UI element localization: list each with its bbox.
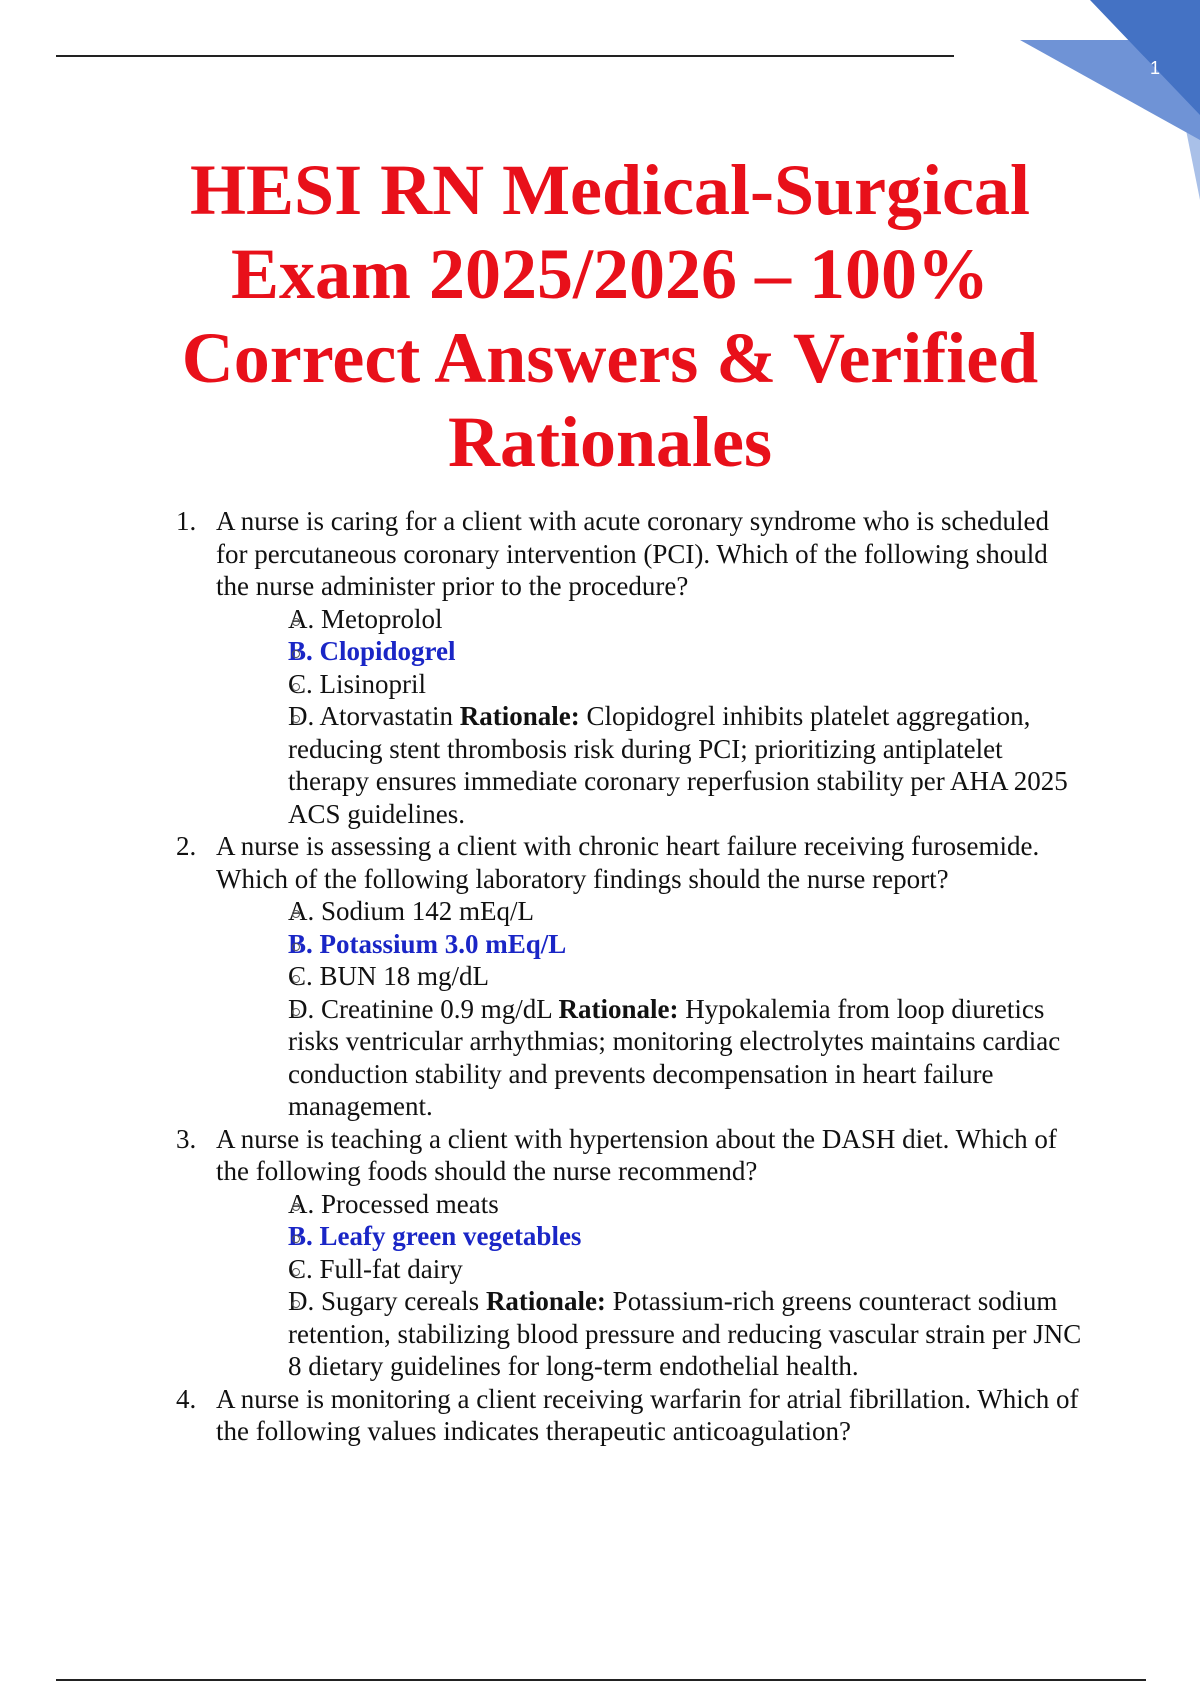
rationale-text: Hypokalemia from loop diuretics risks ventricular arrhythmias; monitoring electrolytes maintains cardiac conduction stability and prevents decompensation in heart failure management. (288, 993, 1061, 1121)
bullet-circle-icon (292, 1300, 300, 1308)
question-number: 2. (176, 831, 197, 861)
question-item (176, 1383, 1086, 1448)
rationale-label: Rationale: (558, 993, 679, 1024)
footer-rule (56, 1679, 1146, 1681)
option-text: A. Sodium 142 mEq/L (288, 896, 535, 926)
answer-option (216, 960, 1086, 993)
rationale-label: Rationale: (485, 1286, 606, 1316)
correct-answer-option: B. Leafy green vegetables (288, 1221, 582, 1251)
question-number: 3. (176, 1123, 197, 1154)
answer-option (216, 1188, 1086, 1221)
question-text: A nurse is monitoring a client receiving warfarin for atrial fibrillation. Which of the following values indicates therapeutic anticoagulation? (216, 1383, 1079, 1446)
bullet-circle-icon (292, 910, 300, 918)
answer-options (216, 1188, 1086, 1383)
rationale-label: Rationale: (459, 701, 580, 731)
bullet-circle-icon (292, 943, 300, 951)
answer-option (216, 635, 1086, 668)
answer-option (216, 895, 1086, 928)
question-list (176, 505, 1086, 1448)
option-text: D. Atorvastatin (288, 701, 453, 731)
bullet-circle-icon (292, 1268, 300, 1276)
question-item (176, 830, 1086, 1123)
bullet-circle-icon (292, 683, 300, 691)
option-text: D. Sugary cereals (288, 1286, 480, 1316)
option-text: D. Creatinine 0.9 mg/dL (288, 993, 552, 1024)
answer-option (216, 700, 1086, 830)
rationale-text: Potassium-rich greens counteract sodium retention, stabilizing blood pressure and reducing vascular strain per JNC 8 dietary guidelines for long-term endothelial health. (288, 1286, 1082, 1381)
header-rule (56, 55, 954, 57)
bullet-circle-icon (292, 715, 300, 723)
correct-answer-option: B. Clopidogrel (288, 636, 456, 666)
document-title: HESI RN Medical-Surgical Exam 2025/2026 – 100% Correct Answers & Verified Rationales (181, 150, 1039, 482)
option-text: C. Full-fat dairy (288, 1253, 463, 1284)
question-text: A nurse is assessing a client with chronic heart failure receiving furosemide. Which of the following laboratory findings should the nurse report? (216, 831, 1040, 894)
answer-option (216, 928, 1086, 961)
answer-option (216, 668, 1086, 701)
bullet-circle-icon (292, 1235, 300, 1243)
question-item (176, 505, 1086, 830)
rationale-text: Clopidogrel inhibits platelet aggregation, reducing stent thrombosis risk during PCI; prioritizing antiplatelet therapy ensures immediate coronary reperfusion stability per AHA 2025 ACS guidelines. (288, 701, 1068, 829)
correct-answer-option: B. Potassium 3.0 mEq/L (288, 928, 567, 959)
option-text: C. BUN 18 mg/dL (288, 961, 490, 991)
question-item (176, 1123, 1086, 1383)
question-text: A nurse is teaching a client with hypertension about the DASH diet. Which of the following foods should the nurse recommend? (216, 1123, 1057, 1186)
option-text: A. Metoprolol (288, 603, 443, 634)
answer-options (216, 603, 1086, 831)
answer-options (216, 895, 1086, 1123)
question-text: A nurse is caring for a client with acute coronary syndrome who is scheduled for percutaneous coronary intervention (PCI). Which of the following should the nurse administer prior to the procedure? (216, 506, 1050, 601)
question-number: 4. (176, 1383, 197, 1414)
option-text: A. Processed meats (288, 1188, 499, 1219)
bullet-circle-icon (292, 1008, 300, 1016)
answer-option (216, 1253, 1086, 1286)
bullet-circle-icon (292, 618, 300, 626)
option-text: C. Lisinopril (288, 668, 427, 699)
bullet-circle-icon (292, 975, 300, 983)
answer-option (216, 1285, 1086, 1383)
question-number: 1. (176, 506, 197, 536)
answer-option (216, 1220, 1086, 1253)
page-number: 1 (1149, 58, 1160, 78)
bullet-circle-icon (292, 1203, 300, 1211)
bullet-circle-icon (292, 650, 300, 658)
answer-option (216, 603, 1086, 636)
answer-option (216, 993, 1086, 1123)
